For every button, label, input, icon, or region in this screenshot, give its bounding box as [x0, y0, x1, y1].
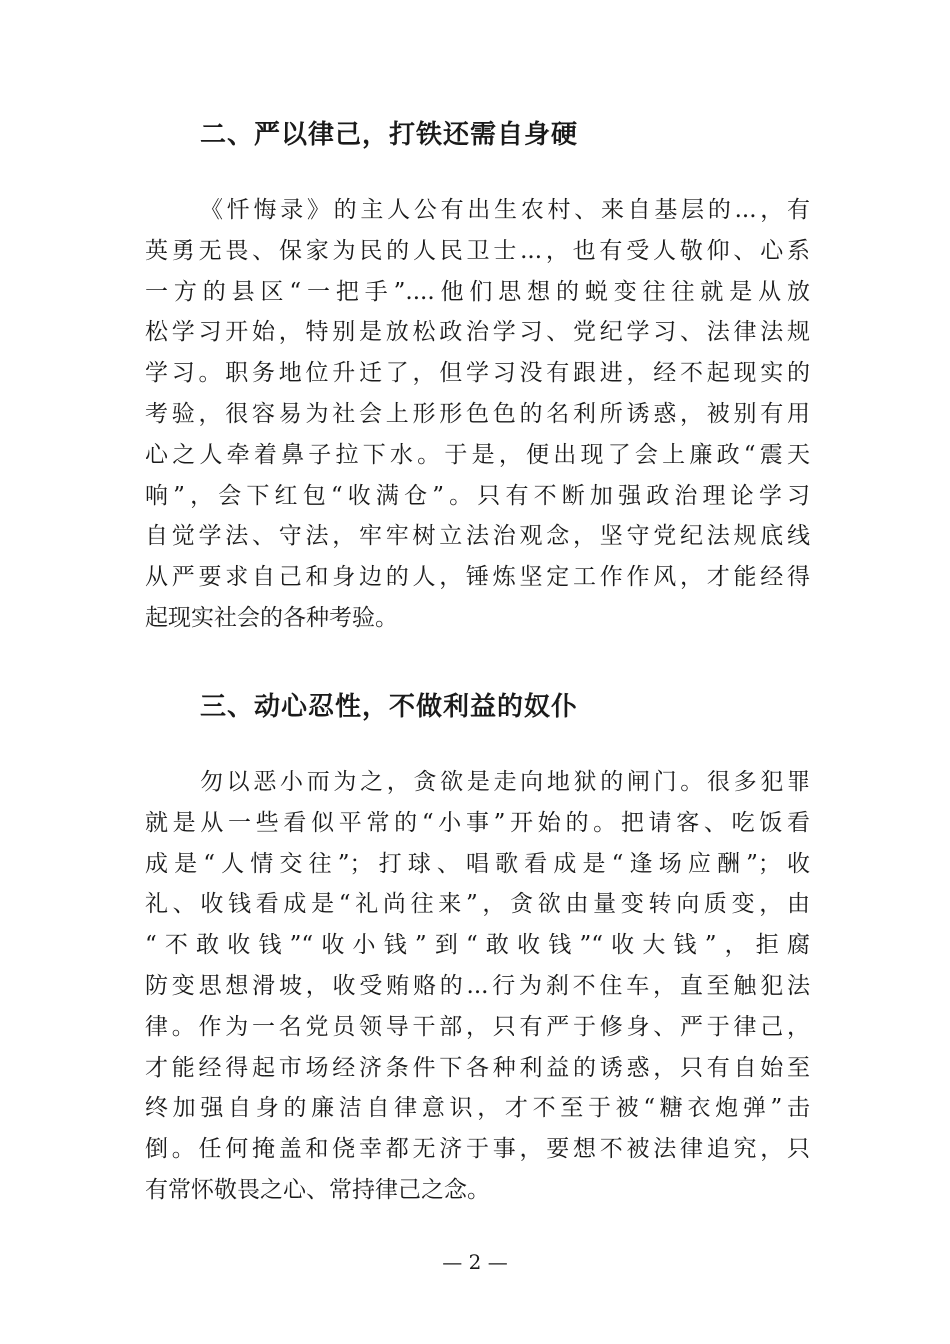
paragraph-line: 《忏悔录》的主人公有出生农村、来自基层的...，有 [200, 197, 810, 223]
paragraph-line: 才能经得起市场经济条件下各种利益的诱惑，只有自始至 [145, 1054, 810, 1081]
paragraph-line: 从严要求自己和身边的人，锤炼坚定工作作风，才能经得 [145, 564, 810, 591]
paragraph-line: 勿以恶小而为之，贪欲是走向地狱的闸门。很多犯罪 [200, 769, 810, 795]
paragraph-line: 成是“人情交往”；打球、唱歌看成是“逢场应酬”；收 [145, 850, 810, 877]
section-heading-2: 二、严以律己，打铁还需自身硬 [200, 120, 579, 150]
paragraph-line: 考验，很容易为社会上形形色色的名利所诱惑，被别有用 [145, 400, 810, 427]
paragraph-line: 松学习开始，特别是放松政治学习、党纪学习、法律法规 [145, 319, 810, 346]
paragraph-line: 一方的县区“一把手”....他们思想的蜕变往往就是从放 [145, 278, 810, 305]
paragraph-line: 礼、收钱看成是“礼尚往来”，贪欲由量变转向质变，由 [145, 891, 810, 918]
paragraph-line: 学习。职务地位升迁了，但学习没有跟进，经不起现实的 [145, 360, 810, 387]
paragraph-line: 心之人牵着鼻子拉下水。于是，便出现了会上廉政“震天 [145, 441, 810, 468]
paragraph-line: 倒。任何掩盖和侥幸都无济于事，要想不被法律追究，只 [145, 1136, 810, 1163]
paragraph-line: 起现实社会的各种考验。 [145, 604, 398, 631]
paragraph-line: “不敢收钱”“收小钱”到“敢收钱”“收大钱”，拒腐 [145, 932, 810, 959]
section-3-paragraph [145, 762, 810, 1211]
paragraph-line: 终加强自身的廉洁自律意识，才不至于被“糖衣炮弹”击 [145, 1095, 810, 1122]
section-2-paragraph [145, 190, 810, 639]
page-number: — 2 — [442, 1250, 508, 1274]
paragraph-line: 防变思想滑坡，收受贿赂的...行为刹不住车，直至触犯法 [145, 972, 810, 999]
paragraph-line: 律。作为一名党员领导干部，只有严于修身、严于律己， [145, 1013, 810, 1040]
paragraph-line: 有常怀敬畏之心、常持律己之念。 [145, 1176, 490, 1203]
paragraph-line: 英勇无畏、保家为民的人民卫士...，也有受人敬仰、心系 [145, 237, 810, 264]
section-heading-3: 三、动心忍性，不做利益的奴仆 [200, 692, 579, 722]
paragraph-line: 就是从一些看似平常的“小事”开始的。把请客、吃饭看 [145, 809, 810, 836]
paragraph-line: 自觉学法、守法，牢牢树立法治观念，坚守党纪法规底线 [145, 523, 810, 550]
paragraph-line: 响”，会下红包“收满仓”。只有不断加强政治理论学习 [145, 482, 810, 509]
